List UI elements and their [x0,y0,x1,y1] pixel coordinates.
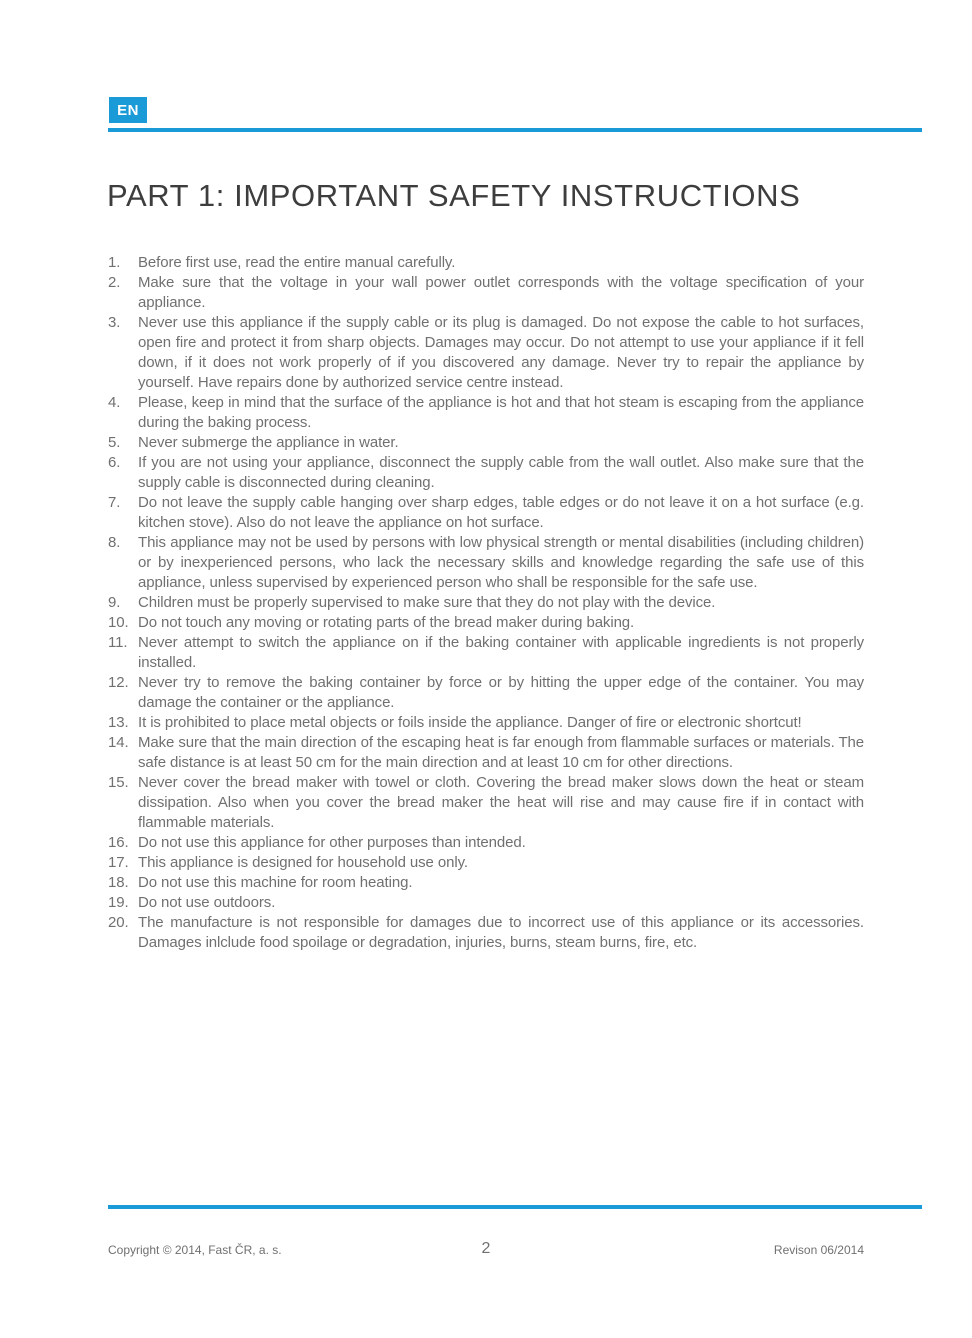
instruction-item [108,733,864,773]
instruction-number: 2. [108,274,121,291]
instruction-item [108,893,864,913]
instruction-text: Make sure that the voltage in your wall power outlet corresponds with the voltage specification of your appliance. [138,274,864,311]
instruction-item [108,773,864,833]
instruction-text: Please, keep in mind that the surface of the appliance is hot and that hot steam is escaping from the appliance during the baking process. [138,394,864,431]
instruction-number: 3. [108,314,121,331]
instruction-number: 6. [108,454,121,471]
instruction-item [108,713,864,733]
instruction-text: Never try to remove the baking container by force or by hitting the upper edge of the container. You may damage the container or the appliance. [138,674,864,711]
instruction-number: 12. [108,674,129,691]
top-divider [108,128,922,132]
instruction-number: 15. [108,774,129,791]
instruction-item [108,253,864,273]
instruction-text: Never cover the bread maker with towel or cloth. Covering the bread maker slows down the heat or steam dissipation. Also when you cover the bread maker the heat will rise and may cause fire if in contact with flammable materials. [138,774,864,831]
instruction-item [108,853,864,873]
safety-instructions-list [108,253,864,953]
instruction-number: 19. [108,894,129,911]
instruction-item [108,393,864,433]
instruction-item [108,673,864,713]
page-number: 2 [481,1240,491,1257]
bottom-divider [108,1205,922,1209]
instruction-text: Do not leave the supply cable hanging over sharp edges, table edges or do not leave it on a hot surface (e.g. kitchen stove). Also do not leave the appliance on hot surface. [138,494,864,531]
instruction-number: 9. [108,594,121,611]
instruction-number: 4. [108,394,121,411]
instruction-item [108,633,864,673]
instruction-text: The manufacture is not responsible for damages due to incorrect use of this appliance or its accessories. Damages inlclude food spoilage or degradation, injuries, burns, steam burns, fire, etc. [138,914,864,951]
instruction-item [108,833,864,853]
instruction-item [108,593,864,613]
instruction-text: This appliance may not be used by persons with low physical strength or mental disabilities (including children) or by inexperienced persons, who lack the necessary skills and knowledge regarding the safe use of this appliance, unless supervised by experienced person who shall be responsible for the safe use. [138,534,864,591]
instruction-number: 18. [108,874,129,891]
instruction-number: 5. [108,434,121,451]
instruction-number: 11. [108,634,128,651]
instruction-item [108,453,864,493]
instruction-number: 20. [108,914,129,931]
instruction-text: Never use this appliance if the supply cable or its plug is damaged. Do not expose the cable to hot surfaces, open fire and protect it from sharp objects. Damages may occur. Do not attempt to use your appliance if it fell down, if it does not work properly of if you discovered any damage. Never try to repair the appliance by yourself. Have repairs done by authorized service centre instead. [138,314,864,391]
instruction-text: Never submerge the appliance in water. [138,434,399,451]
instruction-item [108,493,864,533]
instruction-number: 7. [108,494,121,511]
instruction-number: 1. [108,254,121,271]
instruction-number: 8. [108,534,121,551]
instruction-text: It is prohibited to place metal objects or foils inside the appliance. Danger of fire or electronic shortcut! [138,714,802,731]
instruction-text: If you are not using your appliance, disconnect the supply cable from the wall outlet. Also make sure that the supply cable is disconnected during cleaning. [138,454,864,491]
instruction-item [108,613,864,633]
instruction-text: Make sure that the main direction of the escaping heat is far enough from flammable surfaces or materials. The safe distance is at least 50 cm for the main direction and at least 10 cm for other directions. [138,734,864,771]
instruction-item [108,873,864,893]
language-badge: EN [109,97,147,123]
instruction-text: Children must be properly supervised to make sure that they do not play with the device. [138,594,716,611]
instruction-text: Do not use this machine for room heating. [138,874,413,891]
instruction-text: Do not touch any moving or rotating parts of the bread maker during baking. [138,614,635,631]
revision-text: Revison 06/2014 [773,1243,864,1257]
instruction-number: 10. [108,614,129,631]
instruction-number: 13. [108,714,129,731]
instruction-number: 14. [108,734,129,751]
instruction-item [108,273,864,313]
instruction-item [108,433,864,453]
instruction-item [108,913,864,953]
instruction-text: This appliance is designed for household use only. [138,854,468,871]
page-title: PART 1: IMPORTANT SAFETY INSTRUCTIONS [107,178,801,213]
instruction-text: Never attempt to switch the appliance on if the baking container with applicable ingredients is not properly installed. [138,634,864,671]
instruction-number: 17. [108,854,129,871]
instruction-item [108,533,864,593]
copyright-text: Copyright © 2014, Fast ČR, a. s. [108,1243,282,1257]
instruction-number: 16. [108,834,129,851]
instruction-text: Do not use this appliance for other purposes than intended. [138,834,526,851]
instruction-text: Before first use, read the entire manual carefully. [138,254,456,271]
instruction-item [108,313,864,393]
instruction-text: Do not use outdoors. [138,894,276,911]
